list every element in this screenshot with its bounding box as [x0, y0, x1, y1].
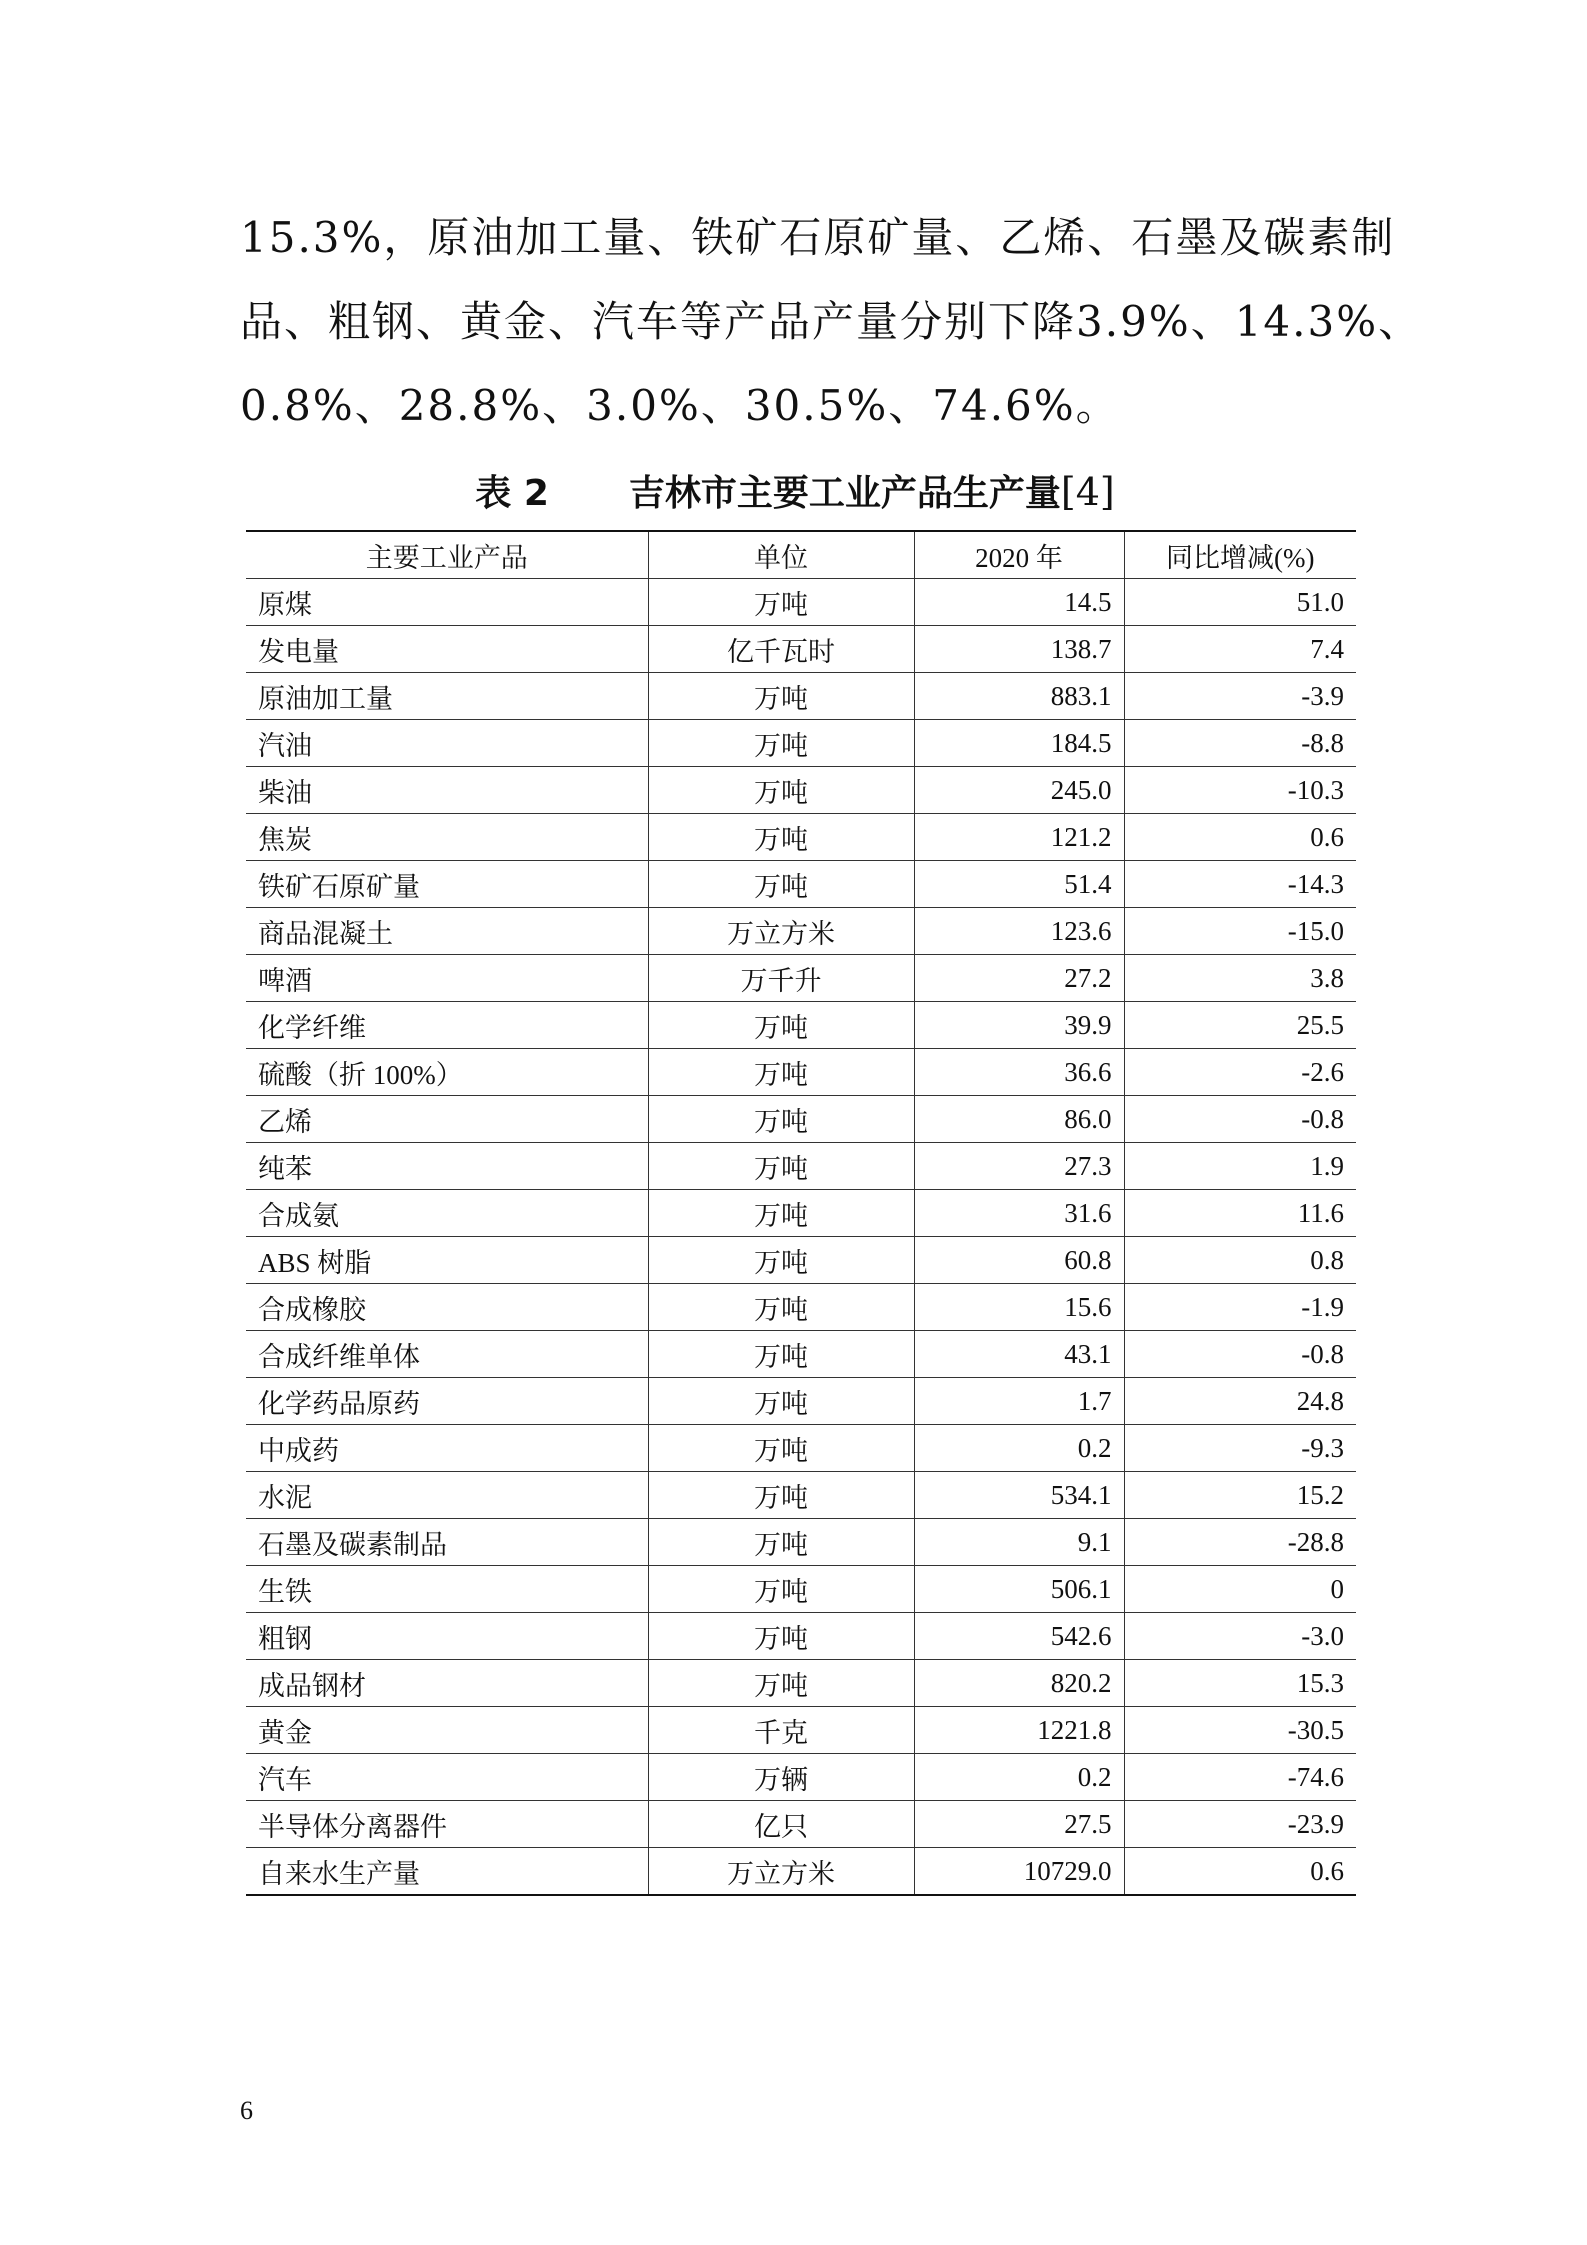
unit-cell: 万吨	[648, 720, 914, 767]
value-cell: 1.7	[914, 1378, 1124, 1425]
value-cell: 820.2	[914, 1660, 1124, 1707]
table-number: 表 2	[475, 473, 549, 514]
product-cell: 铁矿石原矿量	[246, 861, 648, 908]
product-cell: 商品混凝土	[246, 908, 648, 955]
yoy-cell: 25.5	[1124, 1002, 1356, 1049]
table-row	[246, 1707, 1356, 1754]
product-cell: ABS 树脂	[246, 1237, 648, 1284]
table-row	[246, 1566, 1356, 1613]
table-row	[246, 1237, 1356, 1284]
yoy-cell: -74.6	[1124, 1754, 1356, 1801]
yoy-cell: 15.3	[1124, 1660, 1356, 1707]
header-product: 主要工业产品	[246, 531, 648, 579]
yoy-cell: 1.9	[1124, 1143, 1356, 1190]
value-cell: 36.6	[914, 1049, 1124, 1096]
product-cell: 合成橡胶	[246, 1284, 648, 1331]
table-reference: [4]	[1060, 470, 1115, 514]
table-row	[246, 1284, 1356, 1331]
unit-cell: 万吨	[648, 1237, 914, 1284]
unit-cell: 万吨	[648, 1143, 914, 1190]
product-cell: 黄金	[246, 1707, 648, 1754]
unit-cell: 万吨	[648, 1472, 914, 1519]
product-cell: 中成药	[246, 1425, 648, 1472]
yoy-cell: -3.9	[1124, 673, 1356, 720]
value-cell: 534.1	[914, 1472, 1124, 1519]
product-cell: 合成氨	[246, 1190, 648, 1237]
yoy-cell: -10.3	[1124, 767, 1356, 814]
unit-cell: 千克	[648, 1707, 914, 1754]
table-caption	[240, 462, 1350, 522]
header-unit: 单位	[648, 531, 914, 579]
unit-cell: 万吨	[648, 1378, 914, 1425]
table-row	[246, 1049, 1356, 1096]
yoy-cell: 51.0	[1124, 579, 1356, 626]
value-cell: 245.0	[914, 767, 1124, 814]
yoy-cell: -8.8	[1124, 720, 1356, 767]
yoy-cell: -3.0	[1124, 1613, 1356, 1660]
product-cell: 合成纤维单体	[246, 1331, 648, 1378]
unit-cell: 万吨	[648, 861, 914, 908]
unit-cell: 万吨	[648, 1190, 914, 1237]
value-cell: 60.8	[914, 1237, 1124, 1284]
yoy-cell: -0.8	[1124, 1096, 1356, 1143]
table-row	[246, 1519, 1356, 1566]
table-row	[246, 955, 1356, 1002]
industrial-output-table	[246, 530, 1356, 1896]
value-cell: 15.6	[914, 1284, 1124, 1331]
table-row	[246, 908, 1356, 955]
unit-cell: 亿只	[648, 1801, 914, 1848]
table-row	[246, 1331, 1356, 1378]
table-row	[246, 1190, 1356, 1237]
value-cell: 184.5	[914, 720, 1124, 767]
paragraph-line: 0.8%、28.8%、3.0%、30.5%、74.6%。	[240, 381, 1120, 430]
table-row	[246, 861, 1356, 908]
table-row	[246, 1096, 1356, 1143]
yoy-cell: 7.4	[1124, 626, 1356, 673]
yoy-cell: 24.8	[1124, 1378, 1356, 1425]
page-number: 6	[240, 2096, 253, 2125]
unit-cell: 万吨	[648, 673, 914, 720]
value-cell: 43.1	[914, 1331, 1124, 1378]
table-row	[246, 1472, 1356, 1519]
unit-cell: 亿千瓦时	[648, 626, 914, 673]
value-cell: 51.4	[914, 861, 1124, 908]
unit-cell: 万立方米	[648, 908, 914, 955]
value-cell: 86.0	[914, 1096, 1124, 1143]
table-row	[246, 1378, 1356, 1425]
product-cell: 成品钢材	[246, 1660, 648, 1707]
product-cell: 焦炭	[246, 814, 648, 861]
yoy-cell: -1.9	[1124, 1284, 1356, 1331]
table-row	[246, 1660, 1356, 1707]
value-cell: 9.1	[914, 1519, 1124, 1566]
unit-cell: 万吨	[648, 1566, 914, 1613]
table-row	[246, 814, 1356, 861]
value-cell: 883.1	[914, 673, 1124, 720]
unit-cell: 万千升	[648, 955, 914, 1002]
header-year: 2020 年	[914, 531, 1124, 579]
unit-cell: 万吨	[648, 1613, 914, 1660]
value-cell: 27.5	[914, 1801, 1124, 1848]
unit-cell: 万吨	[648, 1331, 914, 1378]
product-cell: 柴油	[246, 767, 648, 814]
header-yoy: 同比增减(%)	[1124, 531, 1356, 579]
product-cell: 原油加工量	[246, 673, 648, 720]
table-row	[246, 1801, 1356, 1848]
table-row	[246, 720, 1356, 767]
yoy-cell: -14.3	[1124, 861, 1356, 908]
value-cell: 121.2	[914, 814, 1124, 861]
value-cell: 506.1	[914, 1566, 1124, 1613]
table-row	[246, 1754, 1356, 1801]
unit-cell: 万吨	[648, 814, 914, 861]
value-cell: 1221.8	[914, 1707, 1124, 1754]
yoy-cell: -23.9	[1124, 1801, 1356, 1848]
unit-cell: 万吨	[648, 1660, 914, 1707]
yoy-cell: -30.5	[1124, 1707, 1356, 1754]
yoy-cell: -15.0	[1124, 908, 1356, 955]
table-row	[246, 1848, 1356, 1896]
value-cell: 14.5	[914, 579, 1124, 626]
unit-cell: 万吨	[648, 767, 914, 814]
product-cell: 半导体分离器件	[246, 1801, 648, 1848]
table-body	[246, 579, 1356, 1896]
unit-cell: 万吨	[648, 1049, 914, 1096]
table-row	[246, 767, 1356, 814]
product-cell: 化学药品原药	[246, 1378, 648, 1425]
value-cell: 123.6	[914, 908, 1124, 955]
paragraph-line: 品、粗钢、黄金、汽车等产品产量分别下降3.9%、14.3%、	[240, 297, 1423, 346]
value-cell: 27.3	[914, 1143, 1124, 1190]
yoy-cell: -9.3	[1124, 1425, 1356, 1472]
yoy-cell: -2.6	[1124, 1049, 1356, 1096]
paragraph-line: 15.3%，原油加工量、铁矿石原矿量、乙烯、石墨及碳素制	[240, 213, 1396, 262]
yoy-cell: 0.6	[1124, 1848, 1356, 1896]
product-cell: 汽油	[246, 720, 648, 767]
product-cell: 发电量	[246, 626, 648, 673]
product-cell: 自来水生产量	[246, 1848, 648, 1896]
unit-cell: 万吨	[648, 1519, 914, 1566]
product-cell: 石墨及碳素制品	[246, 1519, 648, 1566]
yoy-cell: 0.6	[1124, 814, 1356, 861]
table-row	[246, 626, 1356, 673]
unit-cell: 万吨	[648, 1096, 914, 1143]
yoy-cell: 0	[1124, 1566, 1356, 1613]
value-cell: 138.7	[914, 626, 1124, 673]
product-cell: 水泥	[246, 1472, 648, 1519]
table-row	[246, 1002, 1356, 1049]
yoy-cell: 3.8	[1124, 955, 1356, 1002]
product-cell: 纯苯	[246, 1143, 648, 1190]
table-title: 吉林市主要工业产品生产量	[628, 473, 1061, 514]
yoy-cell: -28.8	[1124, 1519, 1356, 1566]
table-header-row	[246, 531, 1356, 579]
unit-cell: 万吨	[648, 1284, 914, 1331]
yoy-cell: -0.8	[1124, 1331, 1356, 1378]
value-cell: 0.2	[914, 1754, 1124, 1801]
value-cell: 542.6	[914, 1613, 1124, 1660]
product-cell: 乙烯	[246, 1096, 648, 1143]
table-row	[246, 1143, 1356, 1190]
product-cell: 硫酸（折 100%）	[246, 1049, 648, 1096]
unit-cell: 万吨	[648, 1425, 914, 1472]
value-cell: 0.2	[914, 1425, 1124, 1472]
yoy-cell: 0.8	[1124, 1237, 1356, 1284]
value-cell: 39.9	[914, 1002, 1124, 1049]
value-cell: 27.2	[914, 955, 1124, 1002]
value-cell: 10729.0	[914, 1848, 1124, 1896]
product-cell: 粗钢	[246, 1613, 648, 1660]
product-cell: 生铁	[246, 1566, 648, 1613]
table-row	[246, 1613, 1356, 1660]
body-paragraph	[240, 196, 1423, 448]
value-cell: 31.6	[914, 1190, 1124, 1237]
yoy-cell: 15.2	[1124, 1472, 1356, 1519]
table-row	[246, 579, 1356, 626]
product-cell: 化学纤维	[246, 1002, 648, 1049]
unit-cell: 万吨	[648, 579, 914, 626]
table-row	[246, 673, 1356, 720]
unit-cell: 万立方米	[648, 1848, 914, 1896]
product-cell: 啤酒	[246, 955, 648, 1002]
unit-cell: 万吨	[648, 1002, 914, 1049]
product-cell: 原煤	[246, 579, 648, 626]
product-cell: 汽车	[246, 1754, 648, 1801]
yoy-cell: 11.6	[1124, 1190, 1356, 1237]
table-row	[246, 1425, 1356, 1472]
unit-cell: 万辆	[648, 1754, 914, 1801]
